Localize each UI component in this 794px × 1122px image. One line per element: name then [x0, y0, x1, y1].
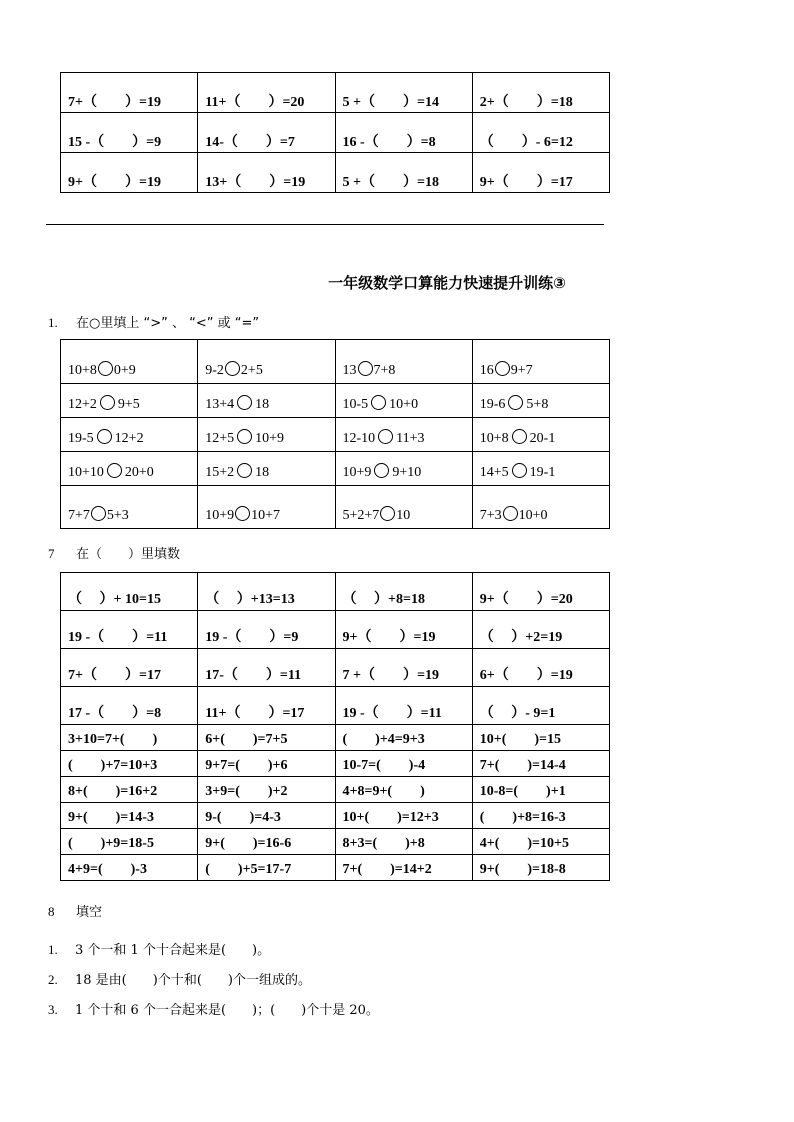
equation-cell: 4+( )=10+5 — [472, 829, 609, 855]
left-expression: 7+7 — [68, 508, 90, 523]
right-expression: 5+8 — [526, 397, 549, 412]
table-row — [61, 649, 610, 687]
section-3-heading — [48, 901, 102, 920]
equation-cell: 8+3=( )+8 — [335, 829, 472, 855]
left-expression: 13 — [342, 363, 357, 378]
fill-item-number: 2. — [48, 972, 58, 987]
compare-cell — [61, 418, 198, 452]
table-row — [61, 611, 610, 649]
table-row — [61, 751, 610, 777]
equation-cell: 9+（ ）=19 — [61, 153, 198, 193]
answer-circle[interactable] — [495, 361, 510, 376]
fill-item-number: 1. — [48, 942, 58, 957]
table-row — [61, 418, 610, 452]
equation-cell: ( )+4=9+3 — [335, 725, 472, 751]
right-expression: 0+9 — [113, 363, 136, 378]
right-expression: 10+9 — [255, 431, 285, 446]
equation-cell: 7+( )=14+2 — [335, 855, 472, 881]
compare-cell — [198, 452, 335, 486]
equation-cell: 9-( )=4-3 — [198, 803, 335, 829]
section-1-number: 1. — [48, 315, 58, 330]
table-row — [61, 687, 610, 725]
equation-cell: 7 +（ ）=19 — [335, 649, 472, 687]
equation-cell: ( )+8=16-3 — [472, 803, 609, 829]
fill-item-3 — [48, 999, 379, 1018]
answer-circle[interactable] — [237, 463, 252, 478]
equation-cell: （ ）- 9=1 — [472, 687, 609, 725]
compare-cell — [472, 418, 609, 452]
right-expression: 2+5 — [240, 363, 263, 378]
equation-cell: （ ）+13=13 — [198, 573, 335, 611]
compare-cell — [335, 418, 472, 452]
right-expression: 7+8 — [373, 363, 396, 378]
left-expression: 19-6 — [479, 397, 506, 412]
right-expression: 12+2 — [114, 431, 144, 446]
answer-circle[interactable] — [91, 506, 106, 521]
answer-circle[interactable] — [237, 429, 252, 444]
left-expression: 19-5 — [68, 431, 94, 446]
compare-cell — [472, 452, 609, 486]
fill-item-text: 18 是由( )个十和( )个一组成的。 — [75, 973, 311, 988]
compare-cell — [61, 452, 198, 486]
section-1-instruction: 在○里填上 “>” 、 “<” 或 “=” — [76, 316, 260, 331]
table-row — [61, 113, 610, 153]
compare-cell — [198, 384, 335, 418]
equation-cell: 7+( )=14-4 — [472, 751, 609, 777]
answer-circle[interactable] — [225, 361, 240, 376]
left-expression: 10-5 — [342, 397, 369, 412]
compare-cell — [335, 452, 472, 486]
equation-cell: 3+9=( )+2 — [198, 777, 335, 803]
equation-cell: 9+（ ）=20 — [472, 573, 609, 611]
compare-cell — [335, 384, 472, 418]
right-expression: 5+3 — [106, 508, 129, 523]
right-expression: 10+0 — [518, 508, 548, 523]
right-expression: 10+0 — [389, 397, 419, 412]
left-expression: 16 — [479, 363, 494, 378]
answer-circle[interactable] — [378, 429, 393, 444]
fill-number-table — [60, 572, 610, 881]
compare-cell — [472, 486, 609, 529]
equation-cell: （ ）+8=18 — [335, 573, 472, 611]
answer-circle[interactable] — [98, 361, 113, 376]
equation-cell: 17 -（ ）=8 — [61, 687, 198, 725]
equation-cell: 7+（ ）=19 — [61, 73, 198, 113]
answer-circle[interactable] — [371, 395, 386, 410]
right-expression: 18 — [255, 397, 270, 412]
equation-cell: 9+（ ）=19 — [335, 611, 472, 649]
section-2-number: 7 — [48, 546, 55, 561]
compare-cell — [335, 486, 472, 529]
section-3-number: 8 — [48, 904, 55, 919]
compare-cell — [335, 340, 472, 384]
right-expression: 20-1 — [529, 431, 556, 446]
equation-cell: 6+（ ）=19 — [472, 649, 609, 687]
equation-cell: 7+（ ）=17 — [61, 649, 198, 687]
top-equation-table — [60, 72, 610, 193]
equation-cell: 2+（ ）=18 — [472, 73, 609, 113]
equation-cell: 4+8=9+( ) — [335, 777, 472, 803]
section-2-heading — [48, 543, 180, 562]
equation-cell: 5 +（ ）=18 — [335, 153, 472, 193]
answer-circle[interactable] — [235, 506, 250, 521]
equation-cell: ( )+9=18-5 — [61, 829, 198, 855]
compare-cell — [472, 384, 609, 418]
equation-cell: 10-8=( )+1 — [472, 777, 609, 803]
table-row — [61, 803, 610, 829]
compare-table — [60, 339, 610, 529]
answer-circle[interactable] — [100, 395, 115, 410]
equation-cell: 15 -（ ）=9 — [61, 113, 198, 153]
equation-cell: 11+（ ）=17 — [198, 687, 335, 725]
left-expression: 12-10 — [342, 431, 376, 446]
table-row — [61, 855, 610, 881]
answer-circle[interactable] — [512, 463, 527, 478]
compare-cell — [61, 384, 198, 418]
fill-item-number: 3. — [48, 1002, 58, 1017]
equation-cell: 10+( )=15 — [472, 725, 609, 751]
table-row — [61, 452, 610, 486]
section-1-heading — [48, 312, 259, 331]
table-row — [61, 486, 610, 529]
equation-cell: （ ）+2=19 — [472, 611, 609, 649]
equation-cell: 17-（ ）=11 — [198, 649, 335, 687]
right-expression: 19-1 — [529, 465, 556, 480]
equation-cell: 5 +（ ）=14 — [335, 73, 472, 113]
left-expression: 9-2 — [205, 363, 224, 378]
equation-cell: ( )+5=17-7 — [198, 855, 335, 881]
left-expression: 7+3 — [479, 508, 502, 523]
compare-cell — [472, 340, 609, 384]
answer-circle[interactable] — [503, 506, 518, 521]
equation-cell: 9+( )=16-6 — [198, 829, 335, 855]
answer-circle[interactable] — [508, 395, 523, 410]
equation-cell: （ ）+ 10=15 — [61, 573, 198, 611]
equation-cell: 19 -（ ）=9 — [198, 611, 335, 649]
equation-cell: 9+（ ）=17 — [472, 153, 609, 193]
equation-cell: 9+7=( )+6 — [198, 751, 335, 777]
answer-circle[interactable] — [107, 463, 122, 478]
left-expression: 10+10 — [68, 465, 104, 480]
equation-cell: 9+( )=18-8 — [472, 855, 609, 881]
compare-cell — [61, 486, 198, 529]
equation-cell: 16 -（ ）=8 — [335, 113, 472, 153]
left-expression: 10+8 — [68, 363, 97, 378]
left-expression: 5+2+7 — [342, 508, 380, 523]
answer-circle[interactable] — [237, 395, 252, 410]
right-expression: 9+7 — [510, 363, 533, 378]
equation-cell: 8+( )=16+2 — [61, 777, 198, 803]
divider-line — [46, 224, 604, 225]
right-expression: 9+10 — [392, 465, 422, 480]
equation-cell: 19 -（ ）=11 — [335, 687, 472, 725]
fill-item-2 — [48, 969, 311, 988]
table-row — [61, 153, 610, 193]
left-expression: 15+2 — [205, 465, 235, 480]
answer-circle[interactable] — [380, 506, 395, 521]
compare-cell — [61, 340, 198, 384]
equation-cell: 3+10=7+( ) — [61, 725, 198, 751]
equation-cell: 9+( )=14-3 — [61, 803, 198, 829]
left-expression: 12+5 — [205, 431, 235, 446]
compare-cell — [198, 486, 335, 529]
equation-cell: 19 -（ ）=11 — [61, 611, 198, 649]
equation-cell: （ ）- 6=12 — [472, 113, 609, 153]
left-expression: 10+8 — [479, 431, 509, 446]
right-expression: 18 — [255, 465, 270, 480]
left-expression: 10+9 — [342, 465, 372, 480]
equation-cell: 11+（ ）=20 — [198, 73, 335, 113]
fill-item-text: 3 个一和 1 个十合起来是( )。 — [75, 943, 271, 958]
compare-cell — [198, 418, 335, 452]
equation-cell: 6+( )=7+5 — [198, 725, 335, 751]
section-3-instruction: 填空 — [76, 905, 103, 920]
right-expression: 10 — [396, 508, 411, 523]
equation-cell: 4+9=( )-3 — [61, 855, 198, 881]
worksheet-title: 一年级数学口算能力快速提升训练③ — [328, 274, 566, 292]
answer-circle[interactable] — [358, 361, 373, 376]
equation-cell: ( )+7=10+3 — [61, 751, 198, 777]
table-row — [61, 725, 610, 751]
table-row — [61, 777, 610, 803]
table-row — [61, 384, 610, 418]
table-row — [61, 829, 610, 855]
equation-cell: 13+（ ）=19 — [198, 153, 335, 193]
fill-item-text: 1 个十和 6 个一合起来是( )；( )个十是 20。 — [75, 1003, 379, 1018]
right-expression: 10+7 — [251, 508, 281, 523]
table-row — [61, 340, 610, 384]
left-expression: 10+9 — [205, 508, 235, 523]
answer-circle[interactable] — [512, 429, 527, 444]
equation-cell: 10-7=( )-4 — [335, 751, 472, 777]
equation-cell: 14-（ ）=7 — [198, 113, 335, 153]
answer-circle[interactable] — [374, 463, 389, 478]
left-expression: 14+5 — [479, 465, 509, 480]
fill-item-1 — [48, 939, 270, 958]
right-expression: 9+5 — [117, 397, 140, 412]
compare-cell — [198, 340, 335, 384]
answer-circle[interactable] — [97, 429, 112, 444]
left-expression: 12+2 — [68, 397, 97, 412]
section-2-instruction: 在（ ）里填数 — [76, 547, 181, 562]
right-expression: 20+0 — [124, 465, 154, 480]
right-expression: 11+3 — [396, 431, 425, 446]
left-expression: 13+4 — [205, 397, 235, 412]
equation-cell: 10+( )=12+3 — [335, 803, 472, 829]
table-row — [61, 73, 610, 113]
table-row — [61, 573, 610, 611]
